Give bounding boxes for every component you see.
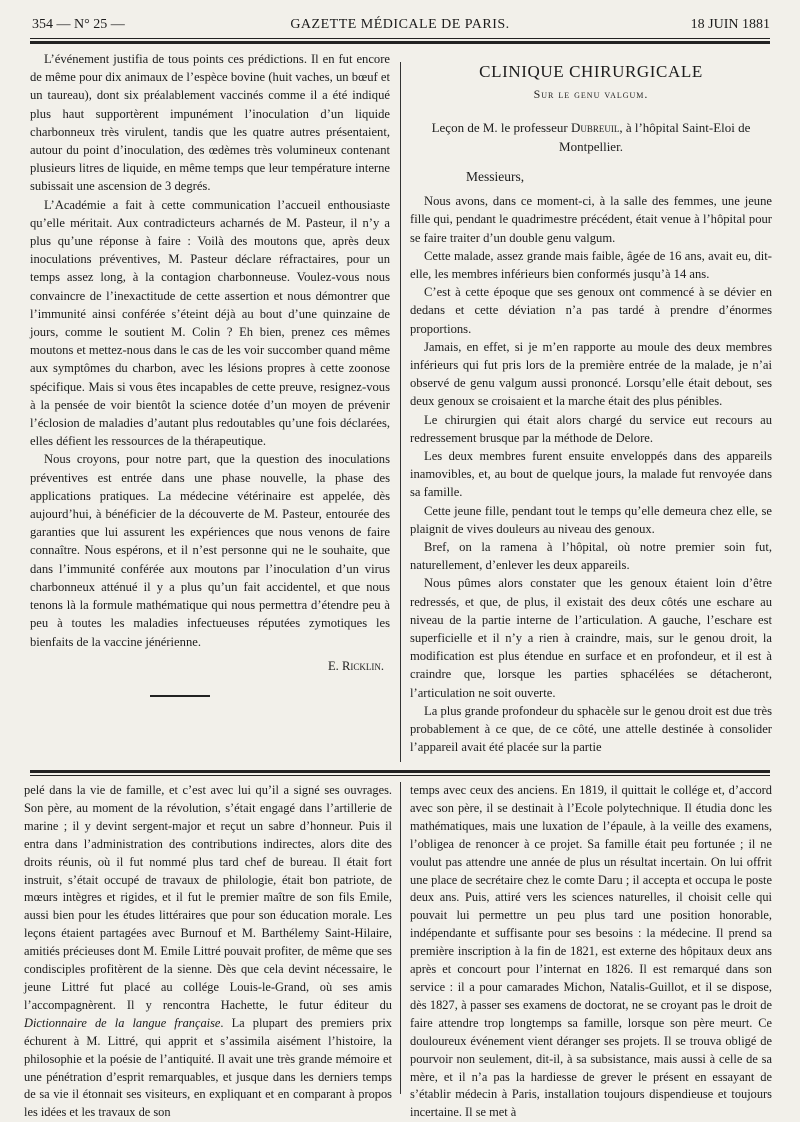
- article-end-rule: [150, 695, 210, 697]
- lecture-suffix: , à l’hôpital Saint-Eloi de Montpellier.: [559, 120, 751, 154]
- section-subtitle: Sur le genu valgum.: [533, 87, 649, 101]
- clinic-paragraph-6: Les deux membres furent ensuite enveloppés dans des appareils inamovibles, et, au bout de quelque jours, la malade fut renvoyée dans sa famille.: [410, 449, 772, 500]
- page-header: [30, 14, 770, 36]
- biography-text-left: [24, 782, 392, 1122]
- section-title: CLINIQUE CHIRURGICALE: [479, 62, 703, 81]
- header-rule-thin: [30, 38, 770, 39]
- column-divider-bottom: [400, 782, 401, 1094]
- feuilleton-rule-thin: [30, 775, 770, 776]
- dictionary-title: Dictionnaire de la langue française: [24, 1015, 221, 1030]
- lecture-prefix: Leçon de M. le professeur: [431, 120, 571, 135]
- article-paragraph-2: L’Académie a fait à cette communication l’accueil enthousiaste qu’elle méritait. Aux contradicteurs acharnés de M. Pasteur, il n’y a plus qu’une réponse à faire : Voilà des moutons que, après deux inoculations préventives, M. Pasteur déclare réfractaires, pour un temps assez long, à la contagion charbonneuse. Voulez-vous nous convaincre de l’inexactitude de cette assertion et nous démontrer que l’immunité ainsi conférée s’éteint déjà au bout d’une quinzaine de jours, comme le soutient M. Colin ? Eh bien, prenez ces mêmes moutons et mettez-nous dans le cas de les voir succomber quand même aux symptômes du charbon, avec les lésions propres à cette zoonose spécifique. Mais si vous êtes incapables de cette preuve, resignez-vous à la pensée de voir bientôt la science dotée d’un moyen de prévenir l’éclosion de maladies d’autant plus redoutables qu’une fois déclarées, elles défient les ressources de la thérapeutique.: [30, 197, 390, 449]
- clinic-paragraph-3: C’est à cette époque que ses genoux ont commencé à se dévier en dedans et cette déviation n’a pas tardé à prendre d’énormes proportions.: [410, 285, 772, 336]
- littre-biography-right: [410, 782, 772, 1122]
- column-divider-top: [400, 62, 401, 762]
- clinic-paragraph-4: Jamais, en effet, si je m’en rapporte au moule des deux membres inférieurs qui fut pris lors de la première entrée de la malade, je n’ai observé de genu valgum aussi prononcé. Lorsqu’elle était debout, ses deux genoux se croisaient et la marche était des plus pénibles.: [410, 339, 772, 409]
- issue-date: 18 JUIN 1881: [690, 17, 770, 32]
- journal-title: GAZETTE MÉDICALE DE PARIS.: [290, 17, 510, 32]
- pasteur-article: [30, 50, 390, 697]
- salutation: Messieurs,: [466, 169, 525, 184]
- biography-text-right: temps avec ceux des anciens. En 1819, il quittait le collége et, d’accord avec son père, il se destinait à l’Ecole polytechnique. Il étudia donc les mathématiques, mais une luxation de l’épaule, à la veille des examens, l’obligea de renoncer à ce projet. Sa famille était peu fortunée ; il ne voulut pas attendre une année de plus un résultat incertain. On lui offrit une place de secrétaire chez le comte Daru ; il accepta et occupa le poste deux ans. Puis, attiré vers les sciences naturelles, il choisit celle qui pouvait lui permettre un peu plus tard une position honorable, indépendante et suffisante pour ses besoins : la médecine. Il prend sa première inscription à la fin de 1821, est externe des hôpitaux deux ans après et concourt pour l’internat en 1826. Il est remarqué dans son service : il a pour camarades Michon, Natalis-Guillot, et il se dispose, dès 1827, à passer ses examens de doctorat, ne se croyant pas le droit de faire attendre trop longtemps sa famille, lorsque son père meurt. Ce douloureux événement vient déranger ses projets. Il se trouva obligé de pourvoir non seulement, dit-il, à sa subsistance, mais aussi à celle de sa mère, et il n’a pas la hardiesse de grever le présent en essayant de s’établir médecin à Paris, installation toujours dispendieuse et toujours incertaine. Il se met à: [410, 783, 772, 1120]
- header-rule-thick: [30, 41, 770, 44]
- article-signature: E. Ricklin.: [327, 658, 384, 673]
- biography-text-after-title: . La plupart des premiers prix échurent à M. Littré, qui apprit et s’assimila aisément l’histoire, la philosophie et la poésie de l’antiquité. Il avait une très grande mémoire et une pénétration d’esprit remarquables, et jusque dans les derniers temps de sa vie il étonnait ses visiteurs, en expliquant et en comparant à propos les idées et les travaux de son: [24, 1015, 392, 1120]
- article-paragraph-1: L’événement justifia de tous points ces prédictions. Il en fut encore de même pour dix animaux de l’espèce bovine (huit vaches, un bœuf et un taureau), dont six préalablement vaccinés comme il a été indiqué plus haut supportèrent impunément l’inoculation d’un liquide charbonneux très virulent, tandis que les quatre autres présentaient, autour du point d’inoculation, des œdèmes très volumineux contenant plusieurs litres de liquide, en même temps que leur température interne subissait une ascension de 3 degrés.: [30, 52, 390, 194]
- clinic-paragraph-10: La plus grande profondeur du sphacèle sur le genou droit est due très probablement à ce que, de ce côté, une attelle destinée à consolider l’appareil avait été placée sur la partie: [410, 703, 772, 755]
- lecture-byline: [410, 118, 772, 156]
- clinic-paragraph-9: Nous pûmes alors constater que les genoux étaient loin d’être redressés, et que, de plus, il existait des deux côtés une eschare au niveau de la partie interne de l’articulation. A gauche, l’eschare est superficielle et il n’y a rien à craindre, mais, sur le genou droit, la modification est plus étendue en surface et en profondeur, et il est à craindre que, lorsque les parties sphacélées se détacheront, l’articulation ne soit ouverte.: [410, 576, 772, 700]
- clinic-paragraph-1: Nous avons, dans ce moment-ci, à la salle des femmes, une jeune fille qui, pendant le quadrimestre précédent, était venue à l’hôpital pour se faire traiter d’un double genu valgum.: [410, 194, 772, 245]
- clinic-paragraph-8: Bref, on la ramena à l’hôpital, où notre premier soin fut, naturellement, d’enlever les deux appareils.: [410, 540, 772, 573]
- clinique-chirurgicale-article: [410, 62, 772, 757]
- article-paragraph-3: Nous croyons, pour notre part, que la question des inoculations préventives est entrée dans une phase nouvelle, la phase des applications pratiques. La médecine vétérinaire est appelée, dès aujourd’hui, à bénéficier de la découverte de M. Pasteur, entourée des garanties que lui assurent les expériences que nous venons de faire connaître. Nous espérons, et il n’est personne qui ne le souhaite, que dans l’immunité conférée aux moutons par l’inoculation d’un virus charbonneux atténué il y a plus qu’un fait accidentel, et que nous tenons là la formule mathématique qui nous permettra d’étendre peu à peu à toutes les maladies infectueuses réputées zymotiques les bienfaits de la vaccine jénérienne.: [30, 452, 390, 649]
- lecturer-name: Dubreuil: [570, 120, 620, 135]
- biography-text-before-title: pelé dans la vie de famille, et c’est avec lui qu’il a signé ses ouvrages. Son père, au moment de la révolution, s’était engagé dans l’artillerie de marine ; il y devint sergent-major et reçut un sabre d’honneur. Puis il entra dans l’administration des contributions indirectes, alors dite des droits réunis, où il fut nommé plus tard chef de bureau. Il était fort instruit, s’était occupé de travaux de philologie, était bon patriote, de mœurs intègres et rigides, et il fut le premier maître de son fils Emile, aussi bien pour les études littéraires que pour son éducation morale. Les leçons étaient partagées avec Burnouf et M. Barthélemy Saint-Hilaire, amitiés précieuses dont M. Emile Littré pouvait profiter, de même que ses condisciples profitèrent de la sienne. Dès que cela devint nécessaire, le jeune Littré fut placé au collége Louis-le-Grand, où ses amis l’accompagnèrent. Il y rencontra Hachette, le futur éditeur du: [24, 783, 392, 1012]
- feuilleton-rule-thick: [30, 770, 770, 773]
- littre-biography-left: [24, 782, 392, 1122]
- clinic-paragraph-2: Cette malade, assez grande mais faible, âgée de 16 ans, avait eu, dit-elle, les membres inférieurs bien conformés jusqu’à 14 ans.: [410, 248, 772, 282]
- clinic-paragraph-7: Cette jeune fille, pendant tout le temps qu’elle demeura chez elle, se plaignit de vives douleurs au niveau des genoux.: [410, 503, 772, 536]
- page-number: 354 — N° 25 —: [32, 17, 125, 32]
- clinic-paragraph-5: Le chirurgien qui était alors chargé du service eut recours au redressement brusque par la méthode de Delore.: [410, 412, 772, 445]
